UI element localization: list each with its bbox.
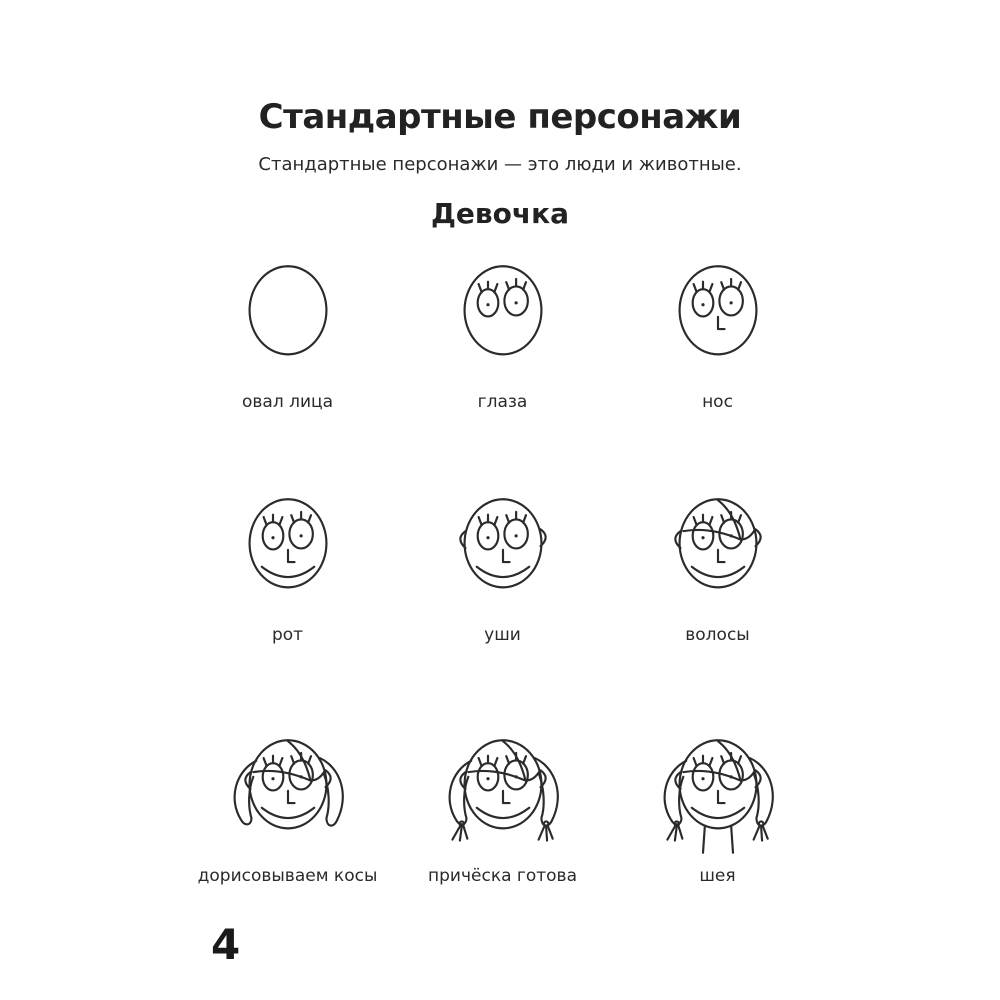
step-cell: [395, 714, 610, 934]
step-caption: шея: [699, 866, 736, 886]
step-caption: нос: [702, 392, 733, 412]
step-cell: [610, 473, 825, 714]
step-caption: глаза: [477, 392, 528, 412]
step-caption: причёска готова: [428, 866, 577, 886]
steps-grid: [180, 240, 825, 934]
face-hairstyle-drawing: [428, 714, 578, 864]
step-caption: дорисовываем косы: [197, 866, 378, 886]
page-number: 4: [211, 920, 241, 969]
face-eyes-drawing: [428, 240, 578, 390]
face-oval-drawing: [213, 240, 363, 390]
step-cell: [395, 240, 610, 473]
page-title: Стандартные персонажи: [258, 96, 742, 137]
face-ears-drawing: [428, 473, 578, 623]
step-caption: рот: [271, 625, 304, 645]
step-caption: волосы: [685, 625, 750, 645]
face-neck-drawing: [643, 714, 793, 864]
face-nose-drawing: [643, 240, 793, 390]
face-hair-drawing: [643, 473, 793, 623]
step-cell: [610, 240, 825, 473]
section-title: Девочка: [430, 197, 569, 231]
step-cell: [180, 714, 395, 934]
page-subtitle: Стандартные персонажи — это люди и животные.: [258, 154, 742, 175]
step-cell: [180, 473, 395, 714]
step-caption: уши: [484, 625, 521, 645]
face-braids-drawing: [213, 714, 363, 864]
step-cell: [395, 473, 610, 714]
step-cell: [180, 240, 395, 473]
step-cell: [610, 714, 825, 934]
face-mouth-drawing: [213, 473, 363, 623]
step-caption: овал лица: [241, 392, 333, 412]
